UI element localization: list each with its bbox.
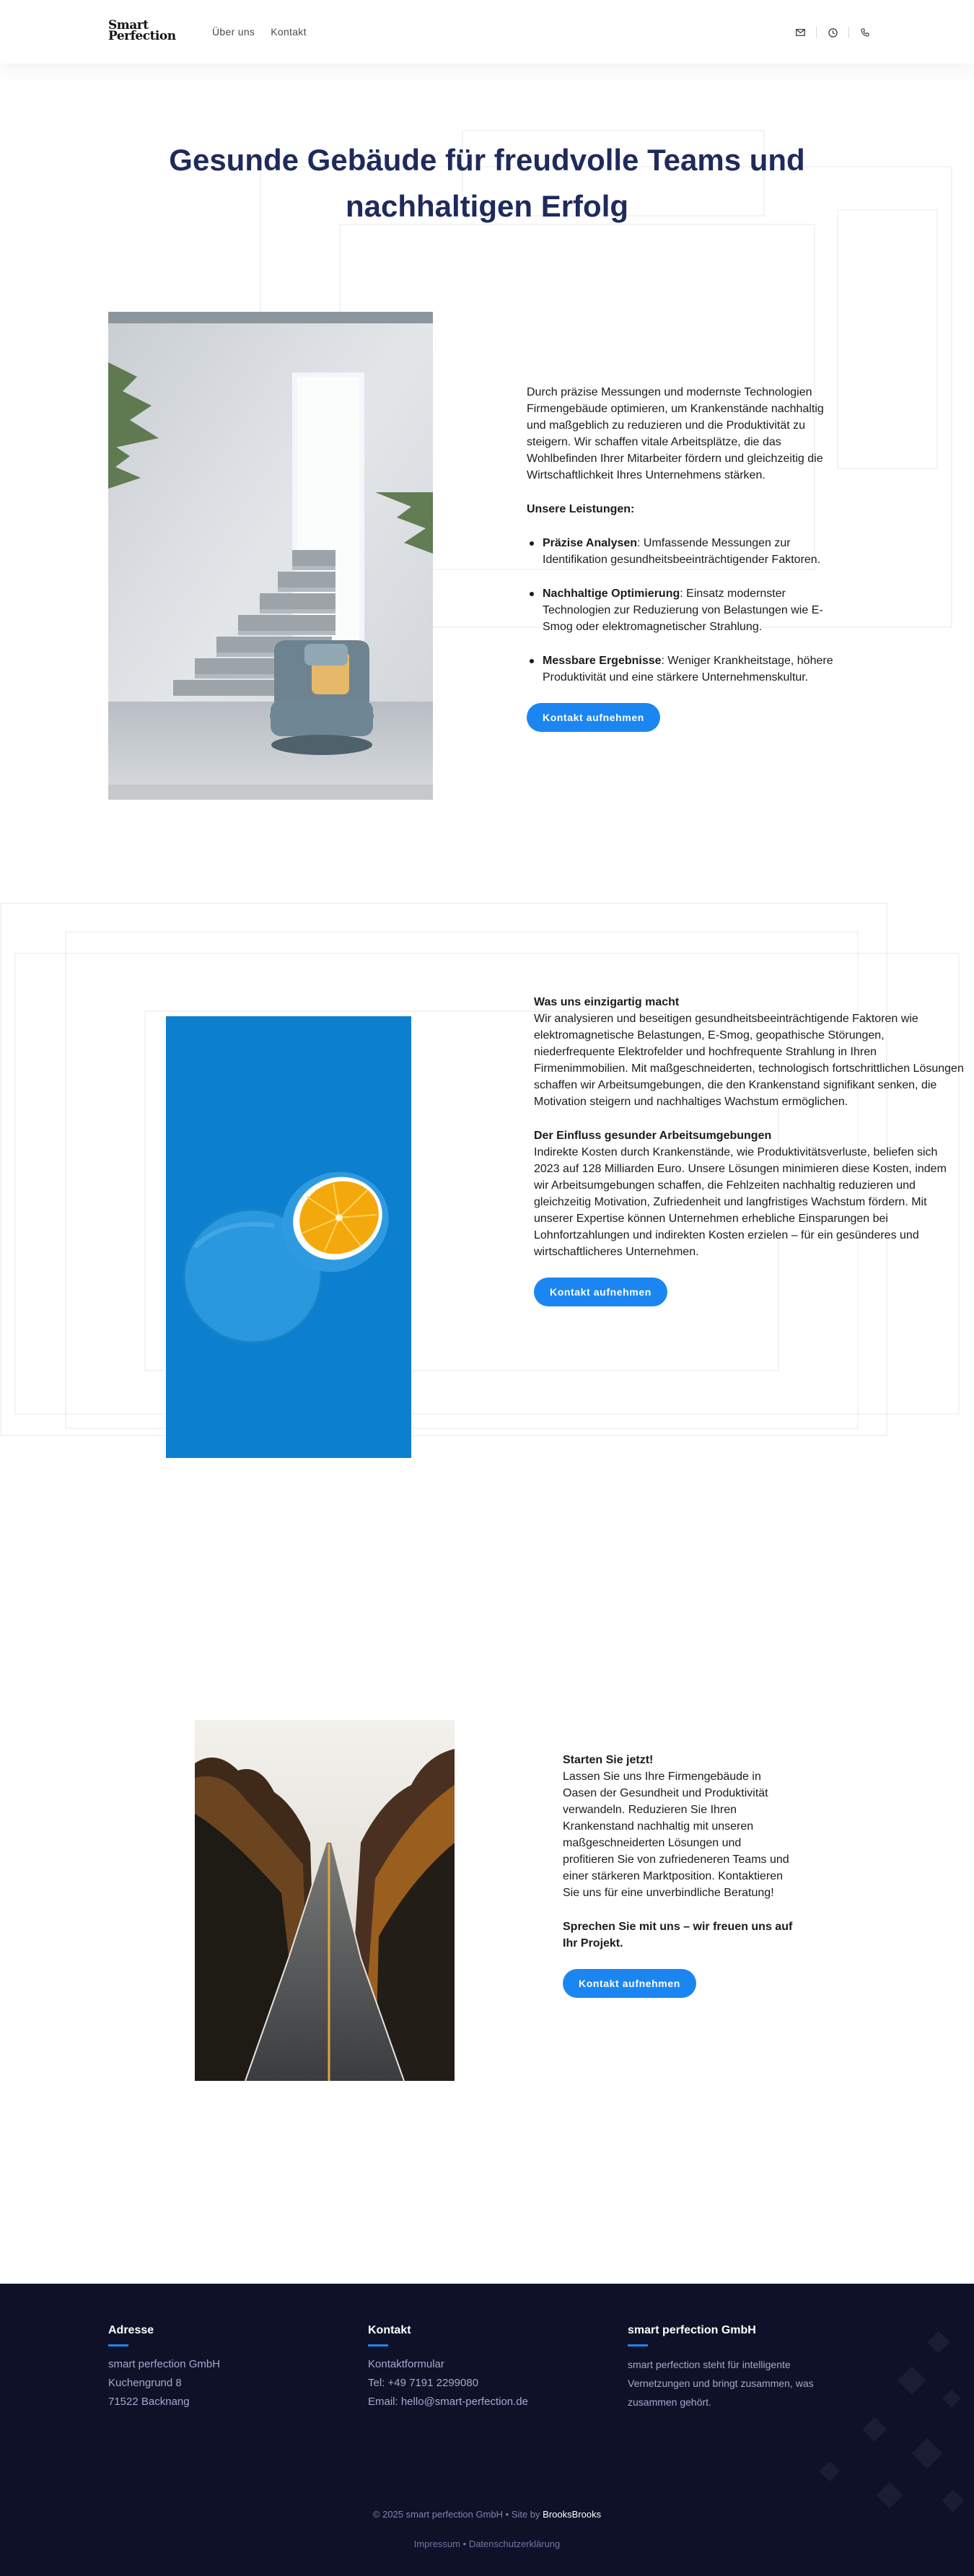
intro-paragraph: Durch präzise Messungen und modernste Technologien Firmengebäude optimieren, um Krankenstände nachhaltig und maßgeblich zu reduzieren und die Produktivität zu steigern. Wir schaffen vitale Arbeitsplätze, die das Wohlbefinden Ihrer Mitarbeiter fördern und gleichzeitig die Wirtschaftlichkeit Ihres Unternehmens stärken. xyxy=(527,386,824,481)
privacy-link[interactable]: Datenschutzerklärung xyxy=(468,2538,561,2549)
clock-icon[interactable] xyxy=(823,23,842,42)
site-credit-link[interactable]: BrooksBrooks xyxy=(543,2509,602,2520)
heading-underline xyxy=(108,2344,128,2346)
footer-line: smart perfection steht für intelligente xyxy=(628,2359,791,2370)
nav-item-ueber-uns[interactable]: Über uns xyxy=(212,26,255,38)
services-list xyxy=(527,535,844,686)
logo[interactable] xyxy=(108,20,192,42)
site-header xyxy=(0,0,974,64)
page-title: Gesunde Gebäude für freudvolle Teams und nachhaltigen Erfolg xyxy=(169,143,805,223)
footer-line: 71522 Backnang xyxy=(108,2396,190,2408)
service-title: Nachhaltige Optimierung xyxy=(543,588,680,600)
footer-line: zusammen gehört. xyxy=(628,2396,711,2408)
cta-heading: Starten Sie jetzt! xyxy=(563,1754,654,1766)
contact-button[interactable]: Kontakt aufnehmen xyxy=(563,1969,696,1998)
main-nav xyxy=(212,26,307,38)
footer-line: smart perfection GmbH xyxy=(108,2358,221,2370)
hero-image-staircase-chair xyxy=(108,312,433,800)
divider xyxy=(816,27,817,38)
intro-text-block xyxy=(527,384,844,732)
contact-button[interactable]: Kontakt aufnehmen xyxy=(534,1278,667,1306)
divider xyxy=(848,27,849,38)
unique-text-block xyxy=(534,994,964,1306)
impressum-link[interactable]: Impressum xyxy=(413,2538,460,2549)
copyright-text: © 2025 smart perfection GmbH • Site by xyxy=(372,2509,540,2520)
site-footer xyxy=(0,2284,974,2576)
footer-line: Vernetzungen und bringt zusammen, was xyxy=(628,2378,814,2389)
mail-icon[interactable] xyxy=(791,23,810,42)
service-title: Messbare Ergebnisse xyxy=(543,655,662,667)
footer-heading: Adresse xyxy=(108,2324,154,2336)
footer-legal-row xyxy=(0,2538,974,2549)
unique-paragraph xyxy=(534,994,964,1110)
footer-col-about xyxy=(628,2324,859,2411)
impact-text: Indirekte Kosten durch Krankenstände, wie Produktivitätsverluste, beliefen sich 2023 auf 128 Milliarden Euro. Unsere Lösungen minimieren diese Kosten, indem wir Arbeitsumgebungen schaffen, die Fehlzeiten nachhaltig reduzieren und gleichzeitig Motivation, Zufriedenheit und langfristiges Wachstum fördern. Mit unserer Expertise können Unternehmen erhebliche Einsparungen bei Lohnfortzahlungen und indirekten Kosten erzielen – für ein gesünderes und wirtschaftlicheres Unternehmen. xyxy=(534,1146,947,1258)
list-item xyxy=(527,535,844,568)
impact-paragraph xyxy=(534,1127,964,1260)
contact-form-link[interactable]: Kontaktformular xyxy=(368,2358,444,2370)
phone-icon[interactable] xyxy=(856,23,874,42)
unique-heading: Was uns einzigartig macht xyxy=(534,996,680,1008)
nav-item-kontakt[interactable]: Kontakt xyxy=(271,26,307,38)
phone-link[interactable]: Tel: +49 7191 2299080 xyxy=(368,2377,479,2389)
cta-text-block xyxy=(563,1752,794,1998)
footer-heading: Kontakt xyxy=(368,2324,411,2336)
list-item xyxy=(527,652,844,686)
blue-orange-image xyxy=(166,1016,411,1458)
footer-line: Kuchengrund 8 xyxy=(108,2377,182,2389)
service-text: : Umfassende Messungen zur Identifikation gesundheitsbeeinträchtigender Faktoren. xyxy=(543,537,821,566)
footer-col-contact xyxy=(368,2324,584,2411)
separator: • xyxy=(462,2538,467,2549)
logo-line-1: Smart xyxy=(108,18,149,32)
cta-text: Lassen Sie uns Ihre Firmengebäude in Oasen der Gesundheit und Produktivität verwandeln. Reduzieren Sie Ihren Krankenstand nachhaltig mit unseren maßgeschneiderten Lösungen und profitieren Sie von zufriedeneren Teams und einer stärkeren Marktposition. Kontaktieren Sie uns für eine unverbindliche Beratung! xyxy=(563,1771,789,1899)
road-image xyxy=(195,1720,455,2081)
impact-heading: Der Einfluss gesunder Arbeitsumgebungen xyxy=(534,1130,772,1142)
unique-text: Wir analysieren und beseitigen gesundheitsbeeinträchtigende Faktoren wie elektromagnetische Belastungen, E-Smog, geopathische Störungen, niederfrequente Elektrofelder und hochfrequente Strahlung in Ihren Firmenimmobilien. Mit maßgeschneiderten, technologisch fortschrittlichen Lösungen schaffen wir Arbeitsumgebungen, die den Krankenstand signifikant senken, die Motivation steigern und nachhaltiges Wachstum ermöglichen. xyxy=(534,1013,964,1108)
logo-line-2: Perfection xyxy=(108,29,176,43)
services-heading: Unsere Leistungen: xyxy=(527,503,635,515)
footer-heading: smart perfection GmbH xyxy=(628,2324,756,2336)
service-text: : Einsatz modernster Technologien zur Reduzierung von Belastungen wie E-Smog oder elektromagnetischer Strahlung. xyxy=(543,588,823,633)
footer-copyright-row xyxy=(0,2509,974,2520)
service-title: Präzise Analysen xyxy=(543,537,638,549)
header-icons xyxy=(791,23,874,42)
cta-closing: Sprechen Sie mit uns – wir freuen uns auf Ihr Projekt. xyxy=(563,1921,793,1950)
footer-col-address xyxy=(108,2324,325,2411)
email-link[interactable]: Email: hello@smart-perfection.de xyxy=(368,2396,528,2408)
list-item xyxy=(527,585,844,635)
service-text: : Weniger Krankheitstage, höhere Produktivität und eine stärkere Unternehmenskultur. xyxy=(543,655,833,684)
contact-button[interactable]: Kontakt aufnehmen xyxy=(527,703,660,732)
cta-paragraph xyxy=(563,1752,794,1901)
heading-underline xyxy=(628,2344,648,2346)
heading-underline xyxy=(368,2344,388,2346)
